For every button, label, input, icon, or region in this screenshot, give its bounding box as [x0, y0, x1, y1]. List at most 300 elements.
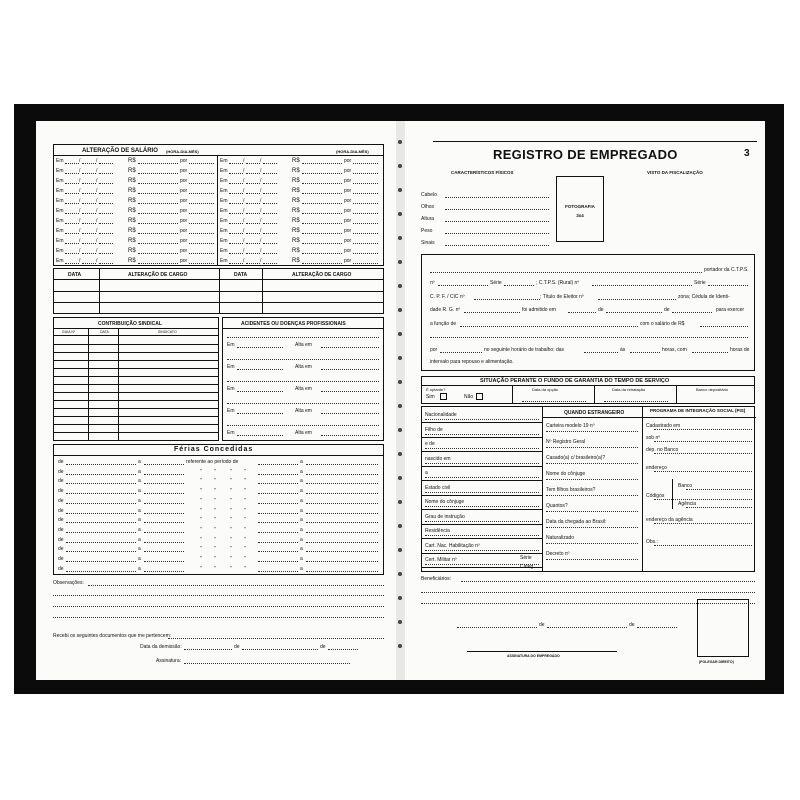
salary-rs-label: R$	[292, 188, 300, 194]
ditto-mark: "	[244, 517, 246, 524]
vacation-a-label: a	[138, 497, 141, 504]
salary-em-label: Em	[220, 158, 228, 164]
date-slash: /	[96, 238, 98, 244]
military-series-label: Série	[520, 555, 532, 561]
date-slash: /	[96, 168, 98, 174]
ctps-series-label: Série	[490, 280, 502, 286]
ditto-mark: "	[214, 556, 216, 562]
role-change-header-left: ALTERAÇÃO DE CARGO	[128, 272, 188, 278]
vacation-a-label: a	[138, 546, 141, 553]
salary-em-label: Em	[56, 188, 64, 194]
function-label: a função de	[430, 321, 457, 327]
photo-box	[556, 176, 604, 242]
accident-discharge-label: Alta em	[295, 430, 312, 436]
foreigner-field-label: Casado(a) c/ brasileiro(a)?	[546, 455, 606, 461]
salary-rs-label: R$	[292, 238, 300, 244]
ditto-mark: "	[200, 517, 202, 524]
salary-em-label: Em	[220, 238, 228, 244]
salary-em-label: Em	[56, 228, 64, 234]
salary-rs-label: R$	[292, 248, 300, 254]
salary-rs-label: R$	[128, 208, 136, 214]
salary-por-label: por	[344, 238, 352, 244]
salary-em-label: Em	[220, 248, 228, 254]
accident-discharge-label: Alta em	[295, 364, 312, 370]
pis-field-label: Agência	[678, 501, 697, 507]
ditto-mark: "	[230, 478, 232, 485]
accident-discharge-label: Alta em	[295, 342, 312, 348]
pis-field-label: Banco	[678, 483, 693, 489]
date-slash: /	[96, 228, 98, 234]
spine-hole	[398, 620, 402, 624]
vacation-de-label: de	[58, 517, 64, 524]
personal-field-label: Grau de instrução	[425, 513, 465, 520]
ditto-mark: "	[244, 565, 246, 572]
ditto-mark: "	[230, 526, 232, 533]
fgts-title: SITUAÇÃO PERANTE O FUNDO DE GARANTIA DO TEMPO DE SERVIÇO	[480, 378, 670, 384]
vacation-a-label: a	[300, 517, 303, 524]
salary-rs-label: R$	[292, 228, 300, 234]
vacation-de-label: de	[58, 478, 64, 485]
admitted-label: foi admitido em	[522, 307, 556, 313]
dismissal-de-2: de	[320, 644, 326, 650]
date-slash: /	[96, 218, 98, 224]
spine-hole	[398, 476, 402, 480]
spine-hole	[398, 332, 402, 336]
salary-por-label: por	[180, 228, 188, 234]
vacation-de-label: de	[58, 556, 64, 562]
accidents-section	[222, 317, 384, 441]
date-slash: /	[96, 258, 98, 264]
personal-field-label: Estado civil	[425, 484, 451, 491]
salary-por-label: por	[180, 238, 188, 244]
date-slash: /	[260, 198, 262, 204]
dismissal-de-1: de	[234, 644, 240, 650]
hours-until-label: às	[620, 347, 626, 353]
salary-em-label: Em	[56, 238, 64, 244]
ditto-mark: "	[244, 488, 246, 495]
salary-por-label: por	[180, 188, 188, 194]
signature-date-de-2: de	[629, 622, 635, 628]
date-slash: /	[243, 198, 245, 204]
date-slash: /	[260, 208, 262, 214]
pis-field-label: dep. no Banco	[646, 447, 679, 453]
spine-hole	[398, 548, 402, 552]
vacation-a-label: a	[138, 565, 141, 572]
union-guide-header: GUIA Nº	[62, 330, 76, 334]
salary-em-label: Em	[220, 228, 228, 234]
ditto-mark: "	[200, 536, 202, 543]
salary-por-label: por	[180, 208, 188, 214]
date-slash: /	[79, 208, 81, 214]
date-slash: /	[79, 188, 81, 194]
date-slash: /	[79, 258, 81, 264]
salary-por-label: por	[180, 158, 188, 164]
fgts-no-checkbox[interactable]	[476, 393, 483, 400]
ctps-number-label: nº	[430, 280, 435, 286]
date-slash: /	[79, 238, 81, 244]
salary-rs-label: R$	[292, 208, 300, 214]
vacation-de-label: de	[58, 507, 64, 514]
date-slash: /	[243, 208, 245, 214]
foreigner-title: QUANDO ESTRANGEIRO	[564, 410, 625, 416]
salary-em-label: Em	[56, 208, 64, 214]
physical-trait-label: Peso	[421, 228, 433, 234]
vacation-de-label: de	[58, 546, 64, 553]
date-slash: /	[260, 168, 262, 174]
salary-por-label: por	[344, 188, 352, 194]
spine-hole	[398, 596, 402, 600]
foreigner-field-label: Tem filhos brasileiros?	[546, 487, 596, 493]
employee-signature-caption: ASSINATURA DO EMPREGADO	[507, 654, 560, 658]
pis-title: PROGRAMA DE INTEGRAÇÃO SOCIAL (PIS)	[650, 408, 746, 413]
ditto-mark: "	[230, 468, 232, 475]
photo-label: FOTOGRAFIA	[565, 204, 595, 209]
ditto-mark: "	[230, 546, 232, 553]
admitted-de-2: de	[664, 307, 670, 313]
salary-em-label: Em	[56, 158, 64, 164]
union-date-header: DATA	[100, 330, 109, 334]
vacation-a-label: a	[138, 488, 141, 495]
vacation-a-label: a	[300, 488, 303, 495]
vacation-reference-label: referente ao período de	[186, 459, 239, 465]
personal-field-label: Nacionalidade	[425, 412, 457, 418]
physical-trait-label: Olhos	[421, 204, 435, 210]
personal-data-section	[421, 406, 755, 572]
accident-em-label: Em	[227, 430, 235, 436]
date-slash: /	[260, 188, 262, 194]
thumbprint-box	[697, 599, 749, 657]
date-slash: /	[79, 248, 81, 254]
vacation-title: Férias Concedidas	[174, 446, 254, 453]
signature-label: Assinatura:	[156, 658, 182, 664]
vacation-de-label: de	[58, 459, 64, 465]
fgts-section	[421, 376, 755, 404]
date-slash: /	[79, 198, 81, 204]
physical-trait-label: Cabelo	[421, 192, 437, 198]
role-change-section	[53, 268, 384, 314]
spine-hole	[398, 428, 402, 432]
pis-field-label: sob nº	[646, 435, 661, 441]
salary-por-label: por	[344, 218, 352, 224]
salary-em-label: Em	[56, 178, 64, 184]
salary-em-label: Em	[220, 218, 228, 224]
ditto-mark: "	[230, 488, 232, 495]
salary-section-title: ALTERAÇÃO DE SALÁRIO	[82, 148, 158, 154]
fgts-bank-label: Banco depositário	[696, 387, 729, 392]
vacation-a-label: a	[138, 517, 141, 524]
date-slash: /	[260, 158, 262, 164]
date-slash: /	[79, 228, 81, 234]
vacation-a-label: a	[300, 565, 303, 572]
foreigner-field-label: Quantos?	[546, 503, 568, 509]
role-date-header-right: DATA	[234, 272, 248, 278]
spine-hole	[398, 524, 402, 528]
salary-section-subtitle-right: (HORA-DIA-MÊS)	[336, 149, 369, 154]
ditto-mark: "	[214, 536, 216, 543]
spine-hole	[398, 140, 402, 144]
salary-section-subtitle-left: (HORA-DIA-MÊS)	[166, 149, 199, 154]
per-label: por	[430, 347, 438, 353]
vacation-de-label: de	[58, 526, 64, 533]
ditto-mark: "	[244, 546, 246, 553]
salary-em-label: Em	[220, 198, 228, 204]
salary-por-label: por	[180, 248, 188, 254]
accident-discharge-label: Alta em	[295, 386, 312, 392]
fgts-optant-label: É optante?	[426, 387, 446, 392]
salary-rs-label: R$	[128, 218, 136, 224]
ditto-mark: "	[214, 488, 216, 495]
personal-field-label: a	[425, 470, 428, 476]
accident-discharge-label: Alta em	[295, 408, 312, 414]
date-slash: /	[96, 198, 98, 204]
fgts-yes-checkbox[interactable]	[440, 393, 447, 400]
date-slash: /	[260, 178, 262, 184]
date-slash: /	[79, 158, 81, 164]
personal-field-label: Cert. Militar nº	[425, 557, 457, 563]
foreigner-field-label: Nº Registro Geral	[546, 439, 586, 445]
fgts-yes-label: Sim	[426, 394, 435, 400]
salary-rs-label: R$	[128, 168, 136, 174]
ditto-mark: "	[230, 517, 232, 524]
ditto-mark: "	[200, 526, 202, 533]
vacation-a-label: a	[300, 507, 303, 514]
salary-rs-label: R$	[292, 178, 300, 184]
ditto-mark: "	[214, 497, 216, 504]
salary-por-label: por	[344, 168, 352, 174]
page-number: 3	[744, 148, 750, 159]
salary-em-label: Em	[56, 168, 64, 174]
personal-field-label: Nome do cônjuge	[425, 499, 465, 505]
spine-hole	[398, 284, 402, 288]
thumbprint-caption: (POLEGAR DIREITO)	[699, 660, 734, 664]
signature-date-de-1: de	[539, 622, 545, 628]
date-slash: /	[79, 178, 81, 184]
ditto-mark: "	[244, 468, 246, 475]
vacation-a-label: a	[300, 536, 303, 543]
salary-rs-label: R$	[128, 228, 136, 234]
foreigner-field-label: Decreto nº	[546, 551, 570, 557]
work-hours-label: no seguinte horário de trabalho: das	[484, 347, 565, 353]
spine-hole	[398, 404, 402, 408]
salary-por-label: por	[344, 208, 352, 214]
salary-por-label: por	[344, 158, 352, 164]
date-slash: /	[96, 178, 98, 184]
salary-change-section	[53, 144, 384, 266]
ditto-mark: "	[230, 507, 232, 514]
date-slash: /	[96, 248, 98, 254]
pis-field-label: endereço	[646, 465, 667, 471]
ditto-mark: "	[214, 517, 216, 524]
salary-rs-label: R$	[292, 158, 300, 164]
foreigner-field-label: Data da chegada ao Brasil:	[546, 519, 607, 525]
date-slash: /	[260, 248, 262, 254]
ditto-mark: "	[200, 488, 202, 495]
date-slash: /	[96, 158, 98, 164]
admitted-de-1: de	[598, 307, 604, 313]
vacation-de-label: de	[58, 468, 64, 475]
foreigner-field-label: Carteira modelo 19 nº	[546, 423, 595, 429]
dismissal-date-label: Data da demissão:	[140, 644, 182, 650]
spine-hole	[398, 500, 402, 504]
physical-trait-label: Altura	[421, 216, 435, 222]
ditto-mark: "	[200, 546, 202, 553]
vacation-a-label: a	[300, 478, 303, 485]
fgts-option-date-label: Data da opção	[532, 387, 559, 392]
military-category-label: Categ.	[520, 564, 535, 570]
salary-em-label: Em	[56, 248, 64, 254]
pis-field-label: Obs.:	[646, 539, 658, 545]
personal-field-label: e de	[425, 441, 435, 447]
date-slash: /	[260, 258, 262, 264]
hours-of-label: horas de	[730, 347, 750, 353]
date-slash: /	[243, 218, 245, 224]
accidents-title: ACIDENTES OU DOENÇAS PROFISSIONAIS	[241, 321, 346, 327]
salary-em-label: Em	[56, 198, 64, 204]
foreigner-field-label: Nome do cônjuge	[546, 471, 586, 477]
fgts-retraction-date-label: Data da retratação	[612, 387, 646, 392]
vacation-a-label: a	[300, 497, 303, 504]
ditto-mark: "	[244, 536, 246, 543]
ditto-mark: "	[244, 556, 246, 562]
salary-por-label: por	[344, 198, 352, 204]
identification-section	[421, 254, 755, 371]
salary-rs-label: R$	[128, 198, 136, 204]
salary-por-label: por	[344, 228, 352, 234]
ditto-mark: "	[244, 478, 246, 485]
vacation-section	[53, 444, 384, 575]
salary-rs-label: R$	[292, 218, 300, 224]
salary-rs-label: R$	[128, 188, 136, 194]
accident-em-label: Em	[227, 364, 235, 370]
ditto-mark: "	[200, 497, 202, 504]
ditto-mark: "	[230, 497, 232, 504]
spine-hole	[398, 236, 402, 240]
date-slash: /	[260, 218, 262, 224]
salary-rs-label: R$	[128, 258, 136, 264]
date-slash: /	[96, 208, 98, 214]
foreigner-field-label: Naturalizado	[546, 535, 575, 541]
ditto-mark: "	[200, 565, 202, 572]
salary-por-label: por	[180, 178, 188, 184]
accident-em-label: Em	[227, 342, 235, 348]
union-contribution-section	[53, 317, 219, 441]
date-slash: /	[243, 168, 245, 174]
ditto-mark: "	[230, 556, 232, 562]
salary-por-label: por	[180, 168, 188, 174]
page-title: REGISTRO DE EMPREGADO	[493, 147, 678, 162]
left-page	[36, 121, 396, 680]
spine-hole	[398, 572, 402, 576]
union-name-header: SINDICATO	[158, 330, 177, 334]
zone-label: zona; Cédula de Identi-	[678, 294, 730, 300]
vacation-a-label: a	[138, 459, 141, 465]
salary-label: com o salário de R$	[640, 321, 685, 327]
spine-hole	[398, 380, 402, 384]
vacation-a-label: a	[300, 468, 303, 475]
spine-hole	[398, 308, 402, 312]
photo-size: 3x4	[576, 213, 584, 218]
salary-rs-label: R$	[292, 198, 300, 204]
ditto-mark: "	[230, 536, 232, 543]
observations-label: Observações:	[53, 580, 84, 586]
ditto-mark: "	[214, 565, 216, 572]
vacation-a-label: a	[300, 526, 303, 533]
salary-em-label: Em	[220, 258, 228, 264]
salary-por-label: por	[344, 258, 352, 264]
ditto-mark: "	[244, 507, 246, 514]
date-slash: /	[243, 188, 245, 194]
spine-hole	[398, 260, 402, 264]
rg-label: dade R. G. nº	[430, 307, 461, 313]
salary-em-label: Em	[56, 218, 64, 224]
hours-with-label: horas, com	[662, 347, 687, 353]
personal-field-label: Filho de	[425, 426, 443, 433]
vacation-de-label: de	[58, 497, 64, 504]
ditto-mark: "	[200, 478, 202, 485]
spine-hole	[398, 644, 402, 648]
personal-field-label: nascido em	[425, 455, 451, 462]
salary-rs-label: R$	[128, 248, 136, 254]
spine-hole	[398, 452, 402, 456]
vacation-a-label: a	[300, 546, 303, 553]
salary-rs-label: R$	[128, 178, 136, 184]
date-slash: /	[243, 238, 245, 244]
ditto-mark: "	[214, 468, 216, 475]
ditto-mark: "	[244, 526, 246, 533]
salary-rs-label: R$	[292, 168, 300, 174]
salary-em-label: Em	[220, 168, 228, 174]
fgts-no-label: Não	[464, 394, 474, 400]
exercise-label: para exercer	[716, 307, 745, 313]
documents-received-label: Recebi os seguintes documentos que me pertencem:	[53, 633, 172, 639]
salary-rs-label: R$	[128, 238, 136, 244]
salary-rs-label: R$	[128, 158, 136, 164]
accident-em-label: Em	[227, 408, 235, 414]
voter-id-label: ; Título de Eleitor nº	[540, 294, 584, 300]
salary-em-label: Em	[220, 208, 228, 214]
salary-por-label: por	[180, 258, 188, 264]
pis-field-label: Códigos	[646, 493, 665, 499]
date-slash: /	[243, 248, 245, 254]
cpf-label: C. P. F. / CIC nº	[430, 294, 465, 300]
ditto-mark: "	[200, 507, 202, 514]
salary-por-label: por	[180, 198, 188, 204]
vacation-a-label: a	[138, 556, 141, 562]
ditto-mark: "	[214, 507, 216, 514]
break-interval-label: intervalo para repouso e alimentação.	[430, 359, 514, 365]
inspection-visa-title: VISTO DA FISCALIZAÇÃO	[647, 170, 703, 175]
date-slash: /	[243, 258, 245, 264]
vacation-de-label: de	[58, 565, 64, 572]
vacation-de-label: de	[58, 488, 64, 495]
date-slash: /	[243, 178, 245, 184]
date-slash: /	[243, 158, 245, 164]
vacation-a-label: a	[300, 459, 303, 465]
date-slash: /	[243, 228, 245, 234]
salary-por-label: por	[344, 178, 352, 184]
vacation-a-label: a	[138, 478, 141, 485]
salary-por-label: por	[344, 248, 352, 254]
date-slash: /	[79, 168, 81, 174]
date-slash: /	[96, 188, 98, 194]
date-slash: /	[260, 238, 262, 244]
ditto-mark: "	[230, 565, 232, 572]
spine-hole	[398, 356, 402, 360]
vacation-a-label: a	[138, 526, 141, 533]
physical-traits-title: CARACTERÍSTICOS FÍSICOS	[451, 170, 514, 175]
ctps-rural-series-label: Série	[694, 280, 706, 286]
physical-trait-label: Sinais	[421, 240, 435, 246]
